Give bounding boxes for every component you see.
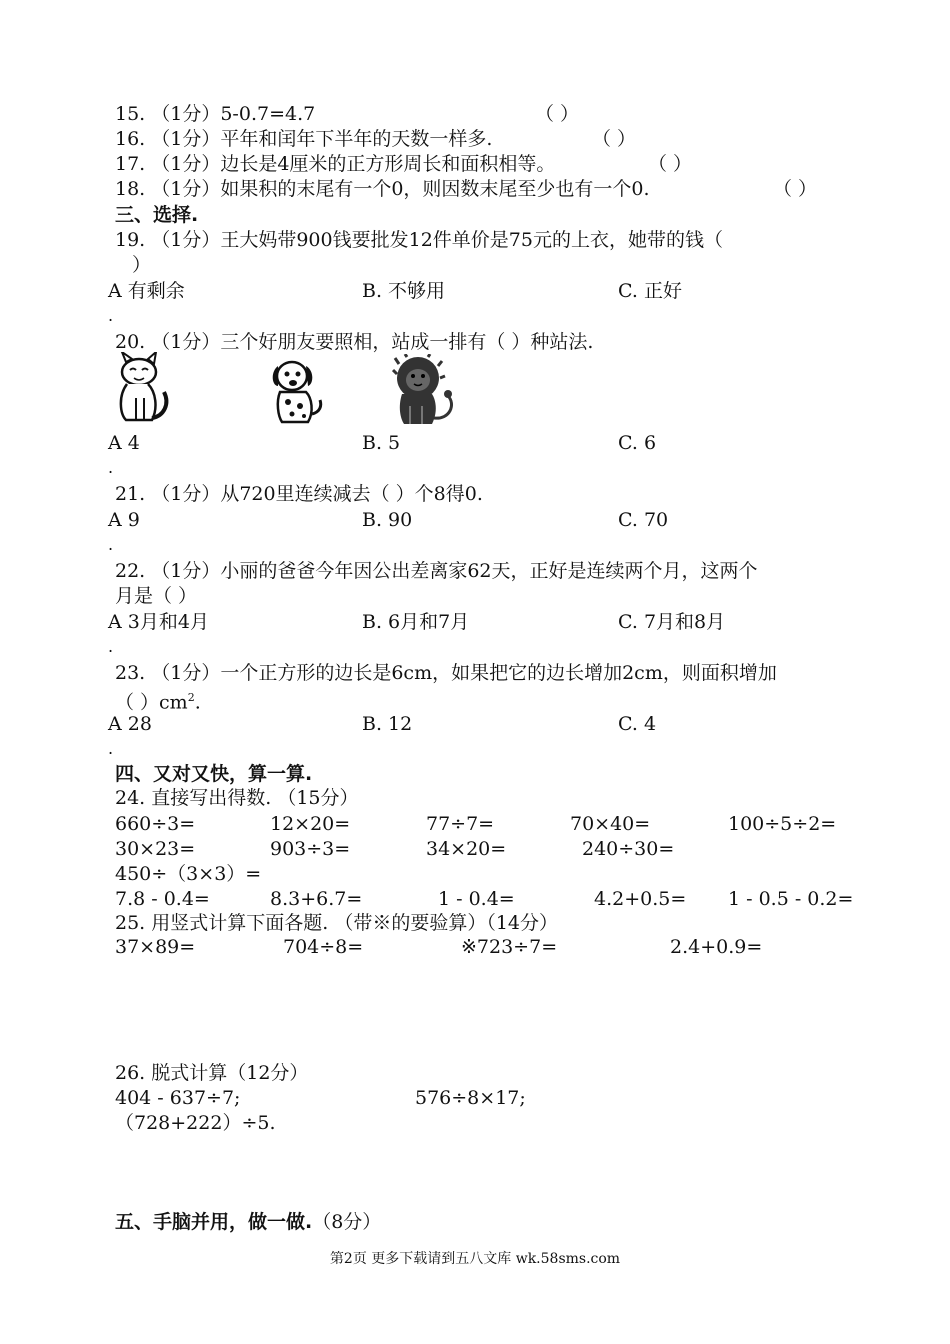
- option-dot: .: [108, 306, 114, 325]
- calc-26-2: 576÷8×17;: [415, 1087, 526, 1109]
- question-21: 21. （1分）从720里连续减去（ ）个8得0.: [115, 483, 483, 505]
- calc-25-1: 37×89=: [115, 936, 196, 958]
- option-dot: .: [108, 739, 114, 758]
- calc-25-4: 2.4+0.9=: [670, 936, 763, 958]
- question-19-line1: 19. （1分）王大妈带900钱要批发12件单价是75元的上衣，她带的钱（: [115, 229, 723, 251]
- calc-25-2: 704÷8=: [283, 936, 364, 958]
- calc-24-r2-3: 34×20=: [426, 838, 507, 860]
- question-16-text: 16. （1分）平年和闰年下半年的天数一样多.: [115, 128, 493, 150]
- section-4-title: 四、又对又快，算一算.: [115, 763, 313, 785]
- calc-24-r4-4: 4.2+0.5=: [594, 888, 687, 910]
- answer-paren-18: （ ）: [773, 178, 818, 200]
- question-22-line1: 22. （1分）小丽的爸爸今年因公出差离家62天，正好是连续两个月，这两个: [115, 560, 758, 582]
- option-dot: .: [108, 458, 114, 477]
- option-22-c: C. 7月和8月: [618, 611, 726, 633]
- option-19-a: A 有剩余: [108, 280, 185, 302]
- option-21-a: A 9: [108, 509, 140, 531]
- question-18-text: 18. （1分）如果积的末尾有一个0，则因数末尾至少也有一个0.: [115, 178, 650, 200]
- lion-picture: [392, 354, 458, 426]
- question-15-text: 15. （1分）5-0.7=4.7: [115, 103, 316, 125]
- question-23-line2-a: （ ）cm: [115, 691, 188, 714]
- option-19-b: B. 不够用: [362, 280, 446, 302]
- option-dot: .: [108, 535, 114, 554]
- option-20-c: C. 6: [618, 432, 657, 454]
- answer-paren-15: （ ）: [535, 103, 580, 125]
- calc-24-r4-2: 8.3+6.7=: [270, 888, 363, 910]
- calc-24-r1-2: 12×20=: [270, 813, 351, 835]
- dog-picture: [268, 356, 324, 426]
- question-22-line2: 月是（ ）: [115, 585, 198, 607]
- question-18: [115, 177, 650, 201]
- calc-24-r1-5: 100÷5÷2=: [728, 813, 837, 835]
- option-19-c: C. 正好: [618, 280, 682, 302]
- option-21-c: C. 70: [618, 509, 669, 531]
- question-25-title: 25. 用竖式计算下面各题. （带※的要验算）（14分）: [115, 912, 559, 934]
- option-dot: .: [108, 637, 114, 656]
- calc-24-r4-5: 1 - 0.5 - 0.2=: [728, 888, 854, 910]
- calc-26-3: （728+222）÷5.: [115, 1112, 276, 1134]
- question-23-line2: [115, 686, 201, 714]
- square-superscript: 2: [187, 691, 195, 704]
- question-17: [115, 152, 555, 176]
- cat-picture: [112, 352, 172, 424]
- page-footer: 第2页 更多下载请到五八文库 wk.58sms.com: [329, 1251, 621, 1267]
- calc-26-1: 404 - 637÷7;: [115, 1087, 241, 1109]
- question-26-title: 26. 脱式计算（12分）: [115, 1062, 309, 1084]
- question-23-line2-b: .: [194, 691, 201, 714]
- option-23-a: A 28: [108, 713, 152, 735]
- question-20: 20. （1分）三个好朋友要照相，站成一排有（ ）种站法.: [115, 331, 594, 353]
- option-22-b: B. 6月和7月: [362, 611, 470, 633]
- question-16: [115, 127, 492, 151]
- section-3-title: 三、选择.: [115, 204, 199, 226]
- question-17-text: 17. （1分）边长是4厘米的正方形周长和面积相等。: [115, 153, 556, 175]
- calc-25-3: ※723÷7=: [461, 936, 558, 958]
- question-23-line1: 23. （1分）一个正方形的边长是6cm，如果把它的边长增加2cm，则面积增加: [115, 662, 777, 684]
- calc-24-r4-3: 1 - 0.4=: [438, 888, 515, 910]
- calc-24-r2-2: 903÷3=: [270, 838, 351, 860]
- question-24-title: 24. 直接写出得数. （15分）: [115, 787, 359, 809]
- calc-24-r1-3: 77÷7=: [426, 813, 495, 835]
- calc-24-r4-1: 7.8 - 0.4=: [115, 888, 210, 910]
- option-20-b: B. 5: [362, 432, 401, 454]
- option-21-b: B. 90: [362, 509, 413, 531]
- option-22-a: A 3月和4月: [108, 611, 209, 633]
- calc-24-r1-4: 70×40=: [570, 813, 651, 835]
- answer-paren-16: （ ）: [592, 128, 637, 150]
- section-5-title: 五、手脑并用，做一做.: [115, 1211, 313, 1233]
- option-23-c: C. 4: [618, 713, 657, 735]
- question-19-line2: ）: [132, 254, 152, 276]
- calc-24-r3-1: 450÷（3×3）=: [115, 863, 262, 885]
- option-23-b: B. 12: [362, 713, 413, 735]
- calc-24-r1-1: 660÷3=: [115, 813, 196, 835]
- question-15: [115, 102, 315, 126]
- calc-24-r2-1: 30×23=: [115, 838, 196, 860]
- answer-paren-17: （ ）: [648, 153, 693, 175]
- section-5-heading: [115, 1210, 381, 1234]
- calc-24-r2-4: 240÷30=: [582, 838, 675, 860]
- section-5-points: （8分）: [312, 1211, 382, 1233]
- option-20-a: A 4: [108, 432, 140, 454]
